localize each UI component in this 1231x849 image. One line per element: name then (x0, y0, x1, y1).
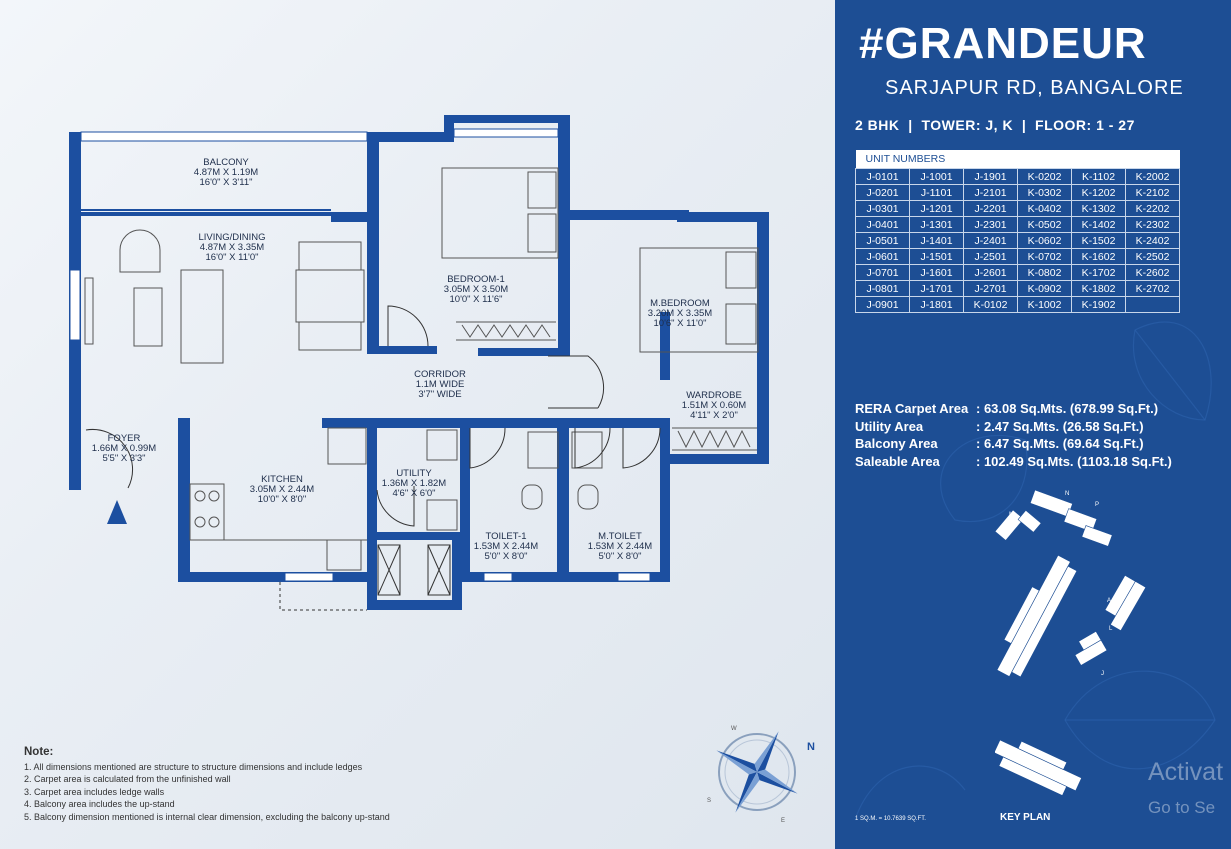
unit-cell: J-1601 (910, 265, 964, 281)
area-value: : 102.49 Sq.Mts. (1103.18 Sq.Ft.) (976, 453, 1172, 469)
unit-row (856, 281, 1180, 297)
unit-cell: J-0801 (856, 281, 910, 297)
compass-n: N (807, 741, 815, 753)
unit-cell: K-1402 (1072, 217, 1126, 233)
area-value: : 6.47 Sq.Mts. (69.64 Sq.Ft.) (976, 436, 1144, 451)
unit-row (856, 185, 1180, 201)
activation-watermark: Activat (1148, 758, 1224, 786)
keyplan-tower-label: K (1099, 644, 1104, 650)
unit-cell: K-0902 (1018, 281, 1072, 297)
unit-cell: J-1201 (910, 201, 964, 217)
unit-row (856, 169, 1180, 185)
unit-cell: J-0301 (856, 201, 910, 217)
utility-label: UTILITY 1.36M X 1.82M 4'6" X 6'0" (381, 468, 447, 499)
unit-cell: K-1102 (1072, 169, 1126, 185)
unit-cell: K-0802 (1018, 265, 1072, 281)
unit-cell: J-0601 (856, 249, 910, 265)
unit-cell: K-0402 (1018, 201, 1072, 217)
compass-w: W (731, 726, 737, 732)
unit-cell: J-2301 (964, 217, 1018, 233)
compass-s: S (707, 798, 712, 804)
unit-cell: K-1602 (1072, 249, 1126, 265)
keyplan-tower-label: L (1109, 626, 1113, 632)
area-row (855, 418, 1172, 436)
unit-cell: K-1502 (1072, 233, 1126, 249)
unit-cell: J-1901 (964, 169, 1018, 185)
unit-cell: K-0102 (964, 297, 1018, 313)
keyplan-tower-label: J (1101, 671, 1104, 677)
conversion-note: 1 SQ.M. = 10.7639 SQ.FT. (855, 816, 926, 822)
unit-numbers-header: UNIT NUMBERS (856, 150, 1180, 169)
unit-cell: K-2402 (1126, 233, 1180, 249)
area-row (855, 400, 1172, 418)
living-label: LIVING/DINING 4.87M X 3.35M 16'0" X 11'0" (198, 232, 266, 263)
area-label: Saleable Area (855, 453, 940, 469)
unit-cell: K-2302 (1126, 217, 1180, 233)
unit-cell: K-2002 (1126, 169, 1180, 185)
unit-row (856, 201, 1180, 217)
unit-cell: J-2201 (964, 201, 1018, 217)
unit-cell: J-2101 (964, 185, 1018, 201)
unit-cell: K-0202 (1018, 169, 1072, 185)
entry-arrow-icon (107, 500, 127, 524)
unit-cell: K-2502 (1126, 249, 1180, 265)
unit-cell: K-2102 (1126, 185, 1180, 201)
unit-cell: J-2401 (964, 233, 1018, 249)
unit-cell: K-1902 (1072, 297, 1126, 313)
notes-title: Note: (24, 746, 54, 758)
unit-cell: K-0302 (1018, 185, 1072, 201)
unit-cell: K-1002 (1018, 297, 1072, 313)
area-label: RERA Carpet Area (855, 401, 969, 416)
unit-cell: J-2601 (964, 265, 1018, 281)
foyer-label: FOYER 1.66M X 0.99M 5'5" X 3'3" (91, 433, 157, 464)
unit-cell: K-1302 (1072, 201, 1126, 217)
unit-row (856, 233, 1180, 249)
unit-numbers-table (855, 150, 1180, 313)
unit-cell: J-1401 (910, 233, 964, 249)
area-label: Utility Area (855, 418, 924, 434)
bedroom1-label: BEDROOM-1 3.05M X 3.50M 10'0" X 11'6" (443, 274, 509, 305)
activation-subtext: Go to Se (1148, 798, 1216, 817)
unit-row (856, 249, 1180, 265)
keyplan-tower-label: M (1009, 512, 1014, 518)
unit-cell: K-1202 (1072, 185, 1126, 201)
unit-cell: J-2501 (964, 249, 1018, 265)
project-location: SARJAPUR RD, BANGALORE (885, 77, 1184, 99)
unit-cell: J-0101 (856, 169, 910, 185)
key-plan-label: KEY PLAN (1000, 812, 1051, 823)
mbedroom-label: M.BEDROOM 3.20M X 3.35M 10'6" X 11'0" (647, 298, 713, 329)
unit-cell: K-0602 (1018, 233, 1072, 249)
unit-cell: K-1802 (1072, 281, 1126, 297)
unit-cell: J-1801 (910, 297, 964, 313)
note-item: 5. Balcony dimension mentioned is internal clear dimension, excluding the balcony up-stand (24, 811, 390, 822)
unit-cell (1126, 297, 1180, 313)
note-item: 3. Carpet area includes ledge walls (24, 786, 165, 797)
walls (69, 115, 769, 610)
shafts (378, 545, 450, 595)
unit-cell: J-2701 (964, 281, 1018, 297)
compass-rose-icon (695, 710, 819, 834)
unit-cell: J-1501 (910, 249, 964, 265)
unit-cell: J-0201 (856, 185, 910, 201)
unit-cell: K-0702 (1018, 249, 1072, 265)
wardrobe-label: WARDROBE 1.51M X 0.60M 4'11" X 2'0" (681, 390, 747, 421)
note-item: 4. Balcony area includes the up-stand (24, 799, 175, 810)
unit-cell: J-1301 (910, 217, 964, 233)
note-item: 2. Carpet area is calculated from the unfinished wall (24, 774, 231, 785)
keyplan-north: N (1065, 491, 1070, 497)
unit-cell: K-2202 (1126, 201, 1180, 217)
unit-row (856, 265, 1180, 281)
unit-row (856, 217, 1180, 233)
area-row (855, 453, 1172, 471)
toilet1-label: TOILET-1 1.53M X 2.44M 5'0" X 8'0" (473, 531, 539, 562)
keyplan-tower-label: P (1095, 502, 1100, 508)
area-value: : 2.47 Sq.Mts. (26.58 Sq.Ft.) (976, 418, 1144, 434)
unit-cell: K-2702 (1126, 281, 1180, 297)
unit-cell: K-1702 (1072, 265, 1126, 281)
unit-cell: K-0502 (1018, 217, 1072, 233)
project-config: 2 BHK | TOWER: J, K | FLOOR: 1 - 27 (855, 117, 1135, 133)
balcony-label: BALCONY 4.87M X 1.19M 16'0" X 3'11" (193, 157, 259, 188)
unit-cell: J-1701 (910, 281, 964, 297)
notes (24, 746, 390, 824)
unit-cell: J-0901 (856, 297, 910, 313)
kitchen-label: KITCHEN 3.05M X 2.44M 10'0" X 8'0" (249, 474, 315, 505)
keyplan-tower-label: A (1107, 598, 1112, 604)
area-summary (855, 400, 1172, 470)
area-label: Balcony Area (855, 436, 938, 451)
unit-cell: J-0701 (856, 265, 910, 281)
corridor-label: CORRIDOR 1.1M WIDE 3'7" WIDE (414, 369, 466, 400)
mtoilet-label: M.TOILET 1.53M X 2.44M 5'0" X 8'0" (587, 531, 653, 562)
unit-cell: J-1101 (910, 185, 964, 201)
compass-e: E (781, 818, 786, 824)
area-value: : 63.08 Sq.Mts. (678.99 Sq.Ft.) (976, 401, 1159, 416)
area-row (855, 435, 1172, 453)
unit-cell: J-0501 (856, 233, 910, 249)
unit-cell: J-1001 (910, 169, 964, 185)
key-plan (995, 480, 1231, 800)
unit-cell: J-0401 (856, 217, 910, 233)
project-title: #GRANDEUR (859, 19, 1147, 68)
unit-row (856, 297, 1180, 313)
unit-cell: K-2602 (1126, 265, 1180, 281)
info-panel (835, 0, 1231, 849)
note-item: 1. All dimensions mentioned are structure to structure dimensions and include ledges (24, 761, 363, 772)
